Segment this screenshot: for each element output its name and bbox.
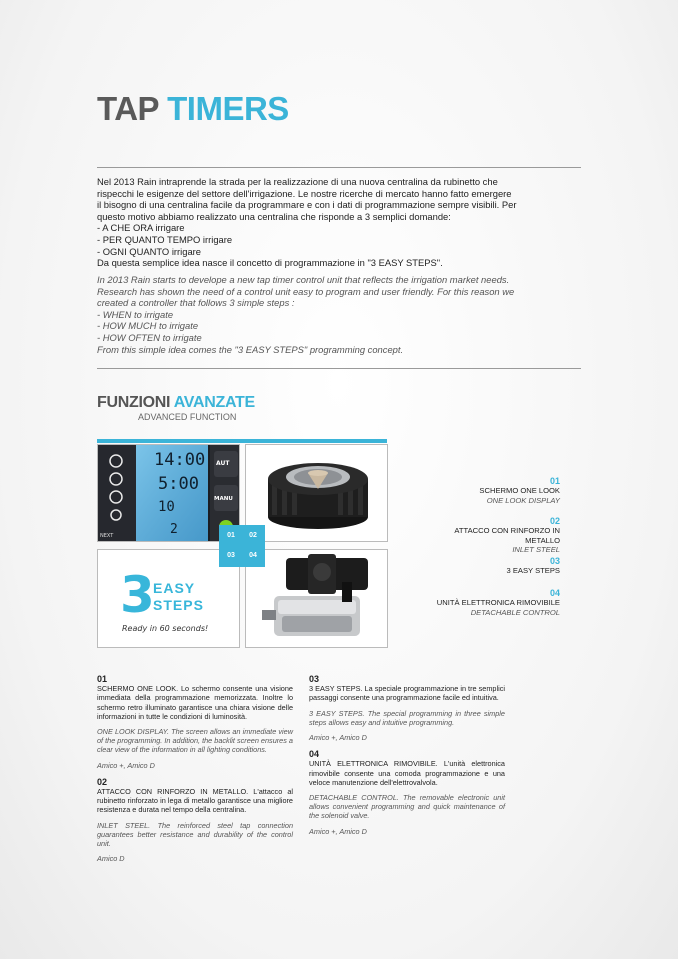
feature-04: [420, 589, 560, 617]
logo-word-steps: STEPS: [153, 597, 204, 613]
detail-01: [97, 675, 293, 770]
details-right-column: [309, 675, 505, 844]
detail-03-english: 3 EASY STEPS. The special programming in three simple steps allows easy and intuitive programming.: [309, 708, 505, 727]
intro-en-closing: From this simple idea comes the "3 EASY STEPS" programming concept.: [97, 343, 404, 355]
feature-03-label-it: 3 EASY STEPS: [506, 566, 560, 576]
intro-italian: [97, 176, 517, 269]
badge-02: 02: [249, 532, 257, 539]
detail-03-number: 03: [309, 674, 320, 684]
details-left-column: [97, 675, 293, 871]
detail-03-italian: 3 EASY STEPS. La speciale programmazione in tre semplici passaggi consente una programmazione facile ed intuitiva.: [309, 684, 505, 703]
feature-01-label-it: SCHERMO ONE LOOK: [479, 486, 560, 496]
feature-02-label-en: INLET STEEL: [512, 545, 560, 555]
feature-01: [420, 477, 560, 505]
feature-04-label-en: DETACHABLE CONTROL: [470, 607, 560, 617]
page-title: [97, 90, 289, 128]
intro-english: [97, 274, 517, 355]
feature-02: [420, 517, 560, 555]
intro-it-closing: Da questa semplice idea nasce il concetto di programmazione in "3 EASY STEPS".: [97, 257, 443, 269]
feature-04-label-it: UNITÀ ELETTRONICA RIMOVIBILE: [436, 598, 560, 608]
section-title: [97, 394, 255, 412]
detail-04: [309, 750, 505, 836]
detail-01-number: 01: [97, 674, 108, 684]
auto-button-label: AUT: [216, 460, 230, 467]
detail-01-italian: SCHERMO ONE LOOK. Lo schermo consente una visione immediata della programmazione memorizzata. Inoltre lo schermo retro illuminato garantisce una chiara visione delle informazioni in tutte le condizioni di luminosità.: [97, 684, 293, 721]
section-title-word1: FUNZIONI: [97, 394, 171, 411]
lcd-duration: 5:00: [158, 474, 199, 494]
logo-word-easy: EASY: [153, 580, 196, 596]
middle-divider: [97, 368, 581, 369]
feature-01-number: 01: [549, 476, 560, 486]
detail-01-english: ONE LOOK DISPLAY. The screen allows an immediate view of the programming. In addition, the backlit screen ensures a clear view of the information in all lighting conditions.: [97, 727, 293, 755]
title-word-timers: TIMERS: [167, 90, 289, 127]
feature-number-badges: [219, 525, 265, 567]
feature-02-number: 02: [549, 516, 560, 526]
detail-01-models: Amico +, Amico D: [97, 760, 155, 770]
feature-03: [420, 557, 560, 576]
detail-02-number: 02: [97, 776, 108, 787]
next-label: NEXT: [100, 533, 114, 539]
detail-03: [309, 675, 505, 742]
intro-en-item-when: - WHEN to irrigate: [97, 308, 174, 320]
detail-04-english: DETACHABLE CONTROL. The removable electronic unit allows convenient programming and quick maintenance of the solenoid valve.: [309, 793, 505, 821]
intro-it-item-when: - A CHE ORA irrigare: [97, 222, 185, 234]
detail-02-english: INLET STEEL. The reinforced steel tap connection guarantees better resistance and durability of the control unit.: [97, 820, 293, 849]
detachable-control-image: [245, 549, 388, 648]
detail-04-italian: UNITÀ ELETTRONICA RIMOVIBILE. L'unità elettronica rimovibile consente una comoda programmazione e una veloce manutenzione dell'elettrovalvola.: [309, 759, 505, 787]
intro-it-item-howoften: - OGNI QUANTO irrigare: [97, 245, 202, 257]
intro-en-item-howmuch: - HOW MUCH to irrigate: [97, 320, 199, 332]
logo-tagline: Ready in 60 seconds!: [122, 624, 209, 633]
section-subtitle: ADVANCED FUNCTION: [138, 412, 237, 422]
detail-02: [97, 778, 293, 864]
section-accent-bar: [97, 439, 387, 443]
badge-04: 04: [249, 552, 257, 559]
intro-it-item-howlong: - PER QUANTO TEMPO irrigare: [97, 233, 233, 245]
section-title-word2: AVANZATE: [173, 394, 255, 411]
intro-it-para: Nel 2013 Rain intraprende la strada per la realizzazione di una nuova centralina da rubinetto che rispecchi le esigenze del settore dell'irrigazione. Le nostre ricerche di mercato hanno fatto emergere il bisogno di una centralina facile da programmare e con i dati di programmazione sempre visibili. Per questo motivo abbiamo realizzato una centralina che risponde a 3 semplici domande:: [97, 176, 517, 222]
lcd-days: 2: [170, 522, 178, 537]
intro-en-item-howoften: - HOW OFTEN to irrigate: [97, 331, 202, 343]
detail-02-italian: ATTACCO CON RINFORZO IN METALLO. L'attacco al rubinetto rinforzato in lega di metallo garantisce una migliore resistenza e durata nel tempo della centralina.: [97, 787, 293, 815]
logo-number: 3: [120, 566, 155, 624]
top-divider: [97, 167, 581, 168]
manual-button-label: MANU: [214, 496, 233, 502]
badge-03: 03: [227, 552, 235, 559]
detail-04-number: 04: [309, 749, 320, 760]
detail-04-models: Amico +, Amico D: [309, 826, 367, 836]
lcd-time: 14:00: [154, 450, 206, 470]
detail-02-models: Amico D: [97, 854, 125, 864]
lcd-frequency: 10: [158, 499, 175, 515]
feature-04-number: 04: [549, 588, 560, 598]
inlet-steel-image: [245, 444, 388, 542]
badge-01: 01: [227, 532, 235, 539]
title-word-tap: TAP: [97, 90, 159, 127]
detail-03-models: Amico +, Amico D: [309, 733, 367, 743]
feature-03-number: 03: [549, 556, 560, 566]
feature-01-label-en: ONE LOOK DISPLAY: [486, 495, 560, 505]
feature-02-label-it: ATTACCO CON RINFORZO IN METALLO: [454, 526, 560, 545]
intro-en-para: In 2013 Rain starts to develope a new tap timer control unit that reflects the irrigation market needs. Research has shown the need of a control unit easy to program and user friendly. For this reason we created a controller that follows 3 simple steps :: [97, 274, 515, 309]
